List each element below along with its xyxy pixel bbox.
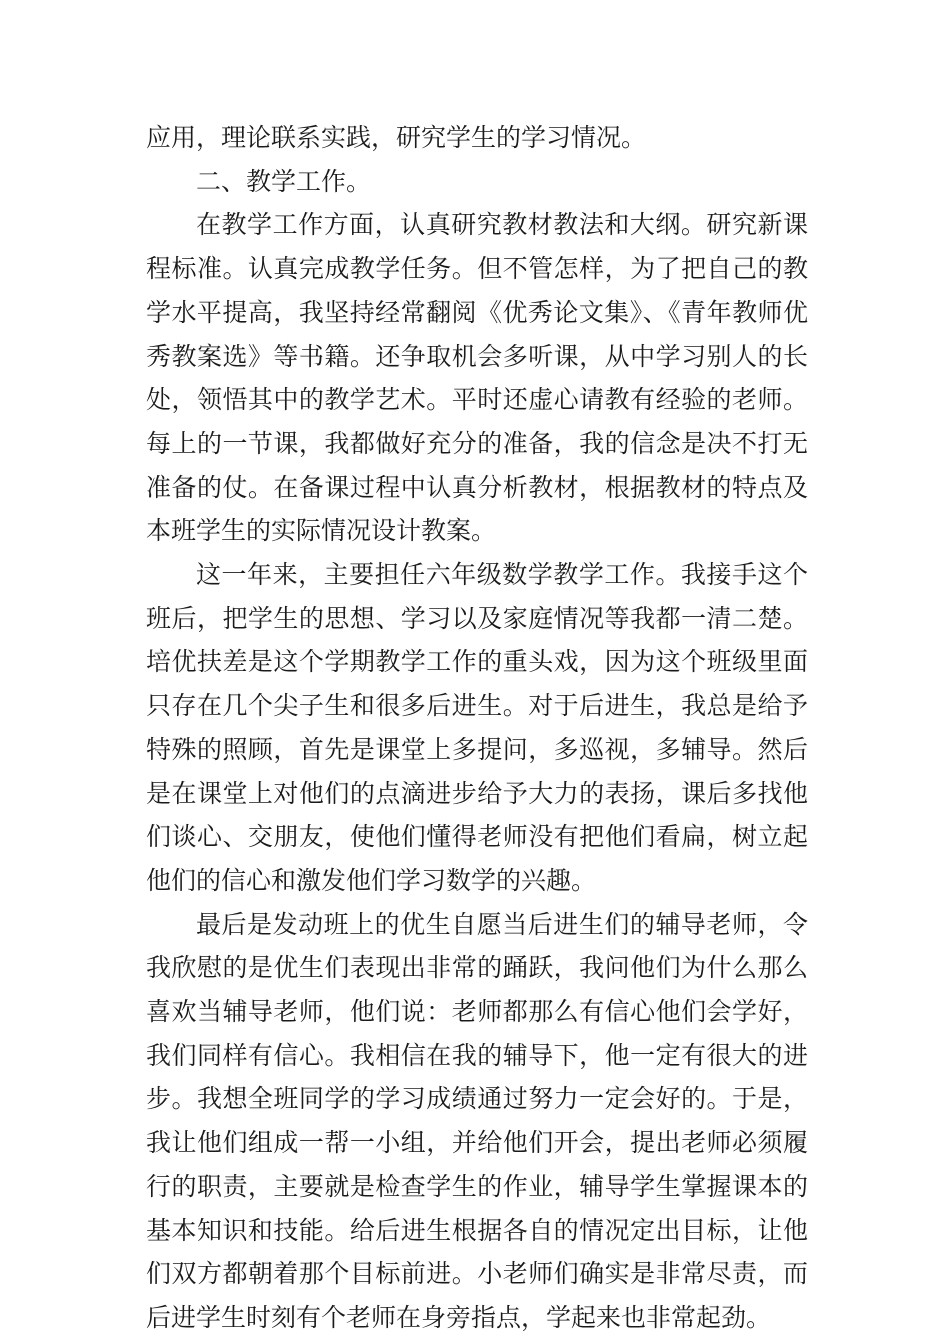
document-page	[146, 116, 808, 1340]
section-heading-teaching-work: 二、教学工作。	[196, 166, 372, 196]
paragraph-teaching-methods: 在教学工作方面，认真研究教材教法和大纲。研究新课程标准。认真完成教学任务。但不管怎样，为了把自己的教学水平提高，我坚持经常翻阅《优秀论文集》、《青年教师优秀教案选》等书籍。还争取机会多听课，从中学习别人的长处，领悟其中的教学艺术。平时还虚心请教有经验的老师。每上的一节课，我都做好充分的准备，我的信念是决不打无准备的仗。在备课过程中认真分析教材，根据教材的特点及本班学生的实际情况设计教案。	[146, 210, 808, 546]
paragraph-peer-tutoring: 最后是发动班上的优生自愿当后进生们的辅导老师，令我欣慰的是优生们表现出非常的踊跃，我问他们为什么那么喜欢当辅导老师，他们说：老师都那么有信心他们会学好，我们同样有信心。我相信在我的辅导下，他一定有很大的进步。我想全班同学的学习成绩通过努力一定会好的。于是，我让他们组成一帮一小组，并给他们开会，提出老师必须履行的职责，主要就是检查学生的作业，辅导学生掌握课本的基本知识和技能。给后进生根据各自的情况定出目标，让他们双方都朝着那个目标前进。小老师们确实是非常尽责，而后进学生时刻有个老师在身旁指点，学起来也非常起劲。	[146, 909, 808, 1332]
paragraph-continuation: 应用，理论联系实践，研究学生的学习情况。	[146, 123, 647, 152]
paragraph-grade-six-math: 这一年来，主要担任六年级数学教学工作。我接手这个班后，把学生的思想、学习以及家庭情况等我都一清二楚。培优扶差是这个学期教学工作的重头戏，因为这个班级里面只存在几个尖子生和很多后进生。对于后进生，我总是给予特殊的照顾，首先是课堂上多提问，多巡视，多辅导。然后是在课堂上对他们的点滴进步给予大力的表扬，课后多找他们谈心、交朋友，使他们懂得老师没有把他们看扁，树立起他们的信心和激发他们学习数学的兴趣。	[146, 560, 808, 895]
